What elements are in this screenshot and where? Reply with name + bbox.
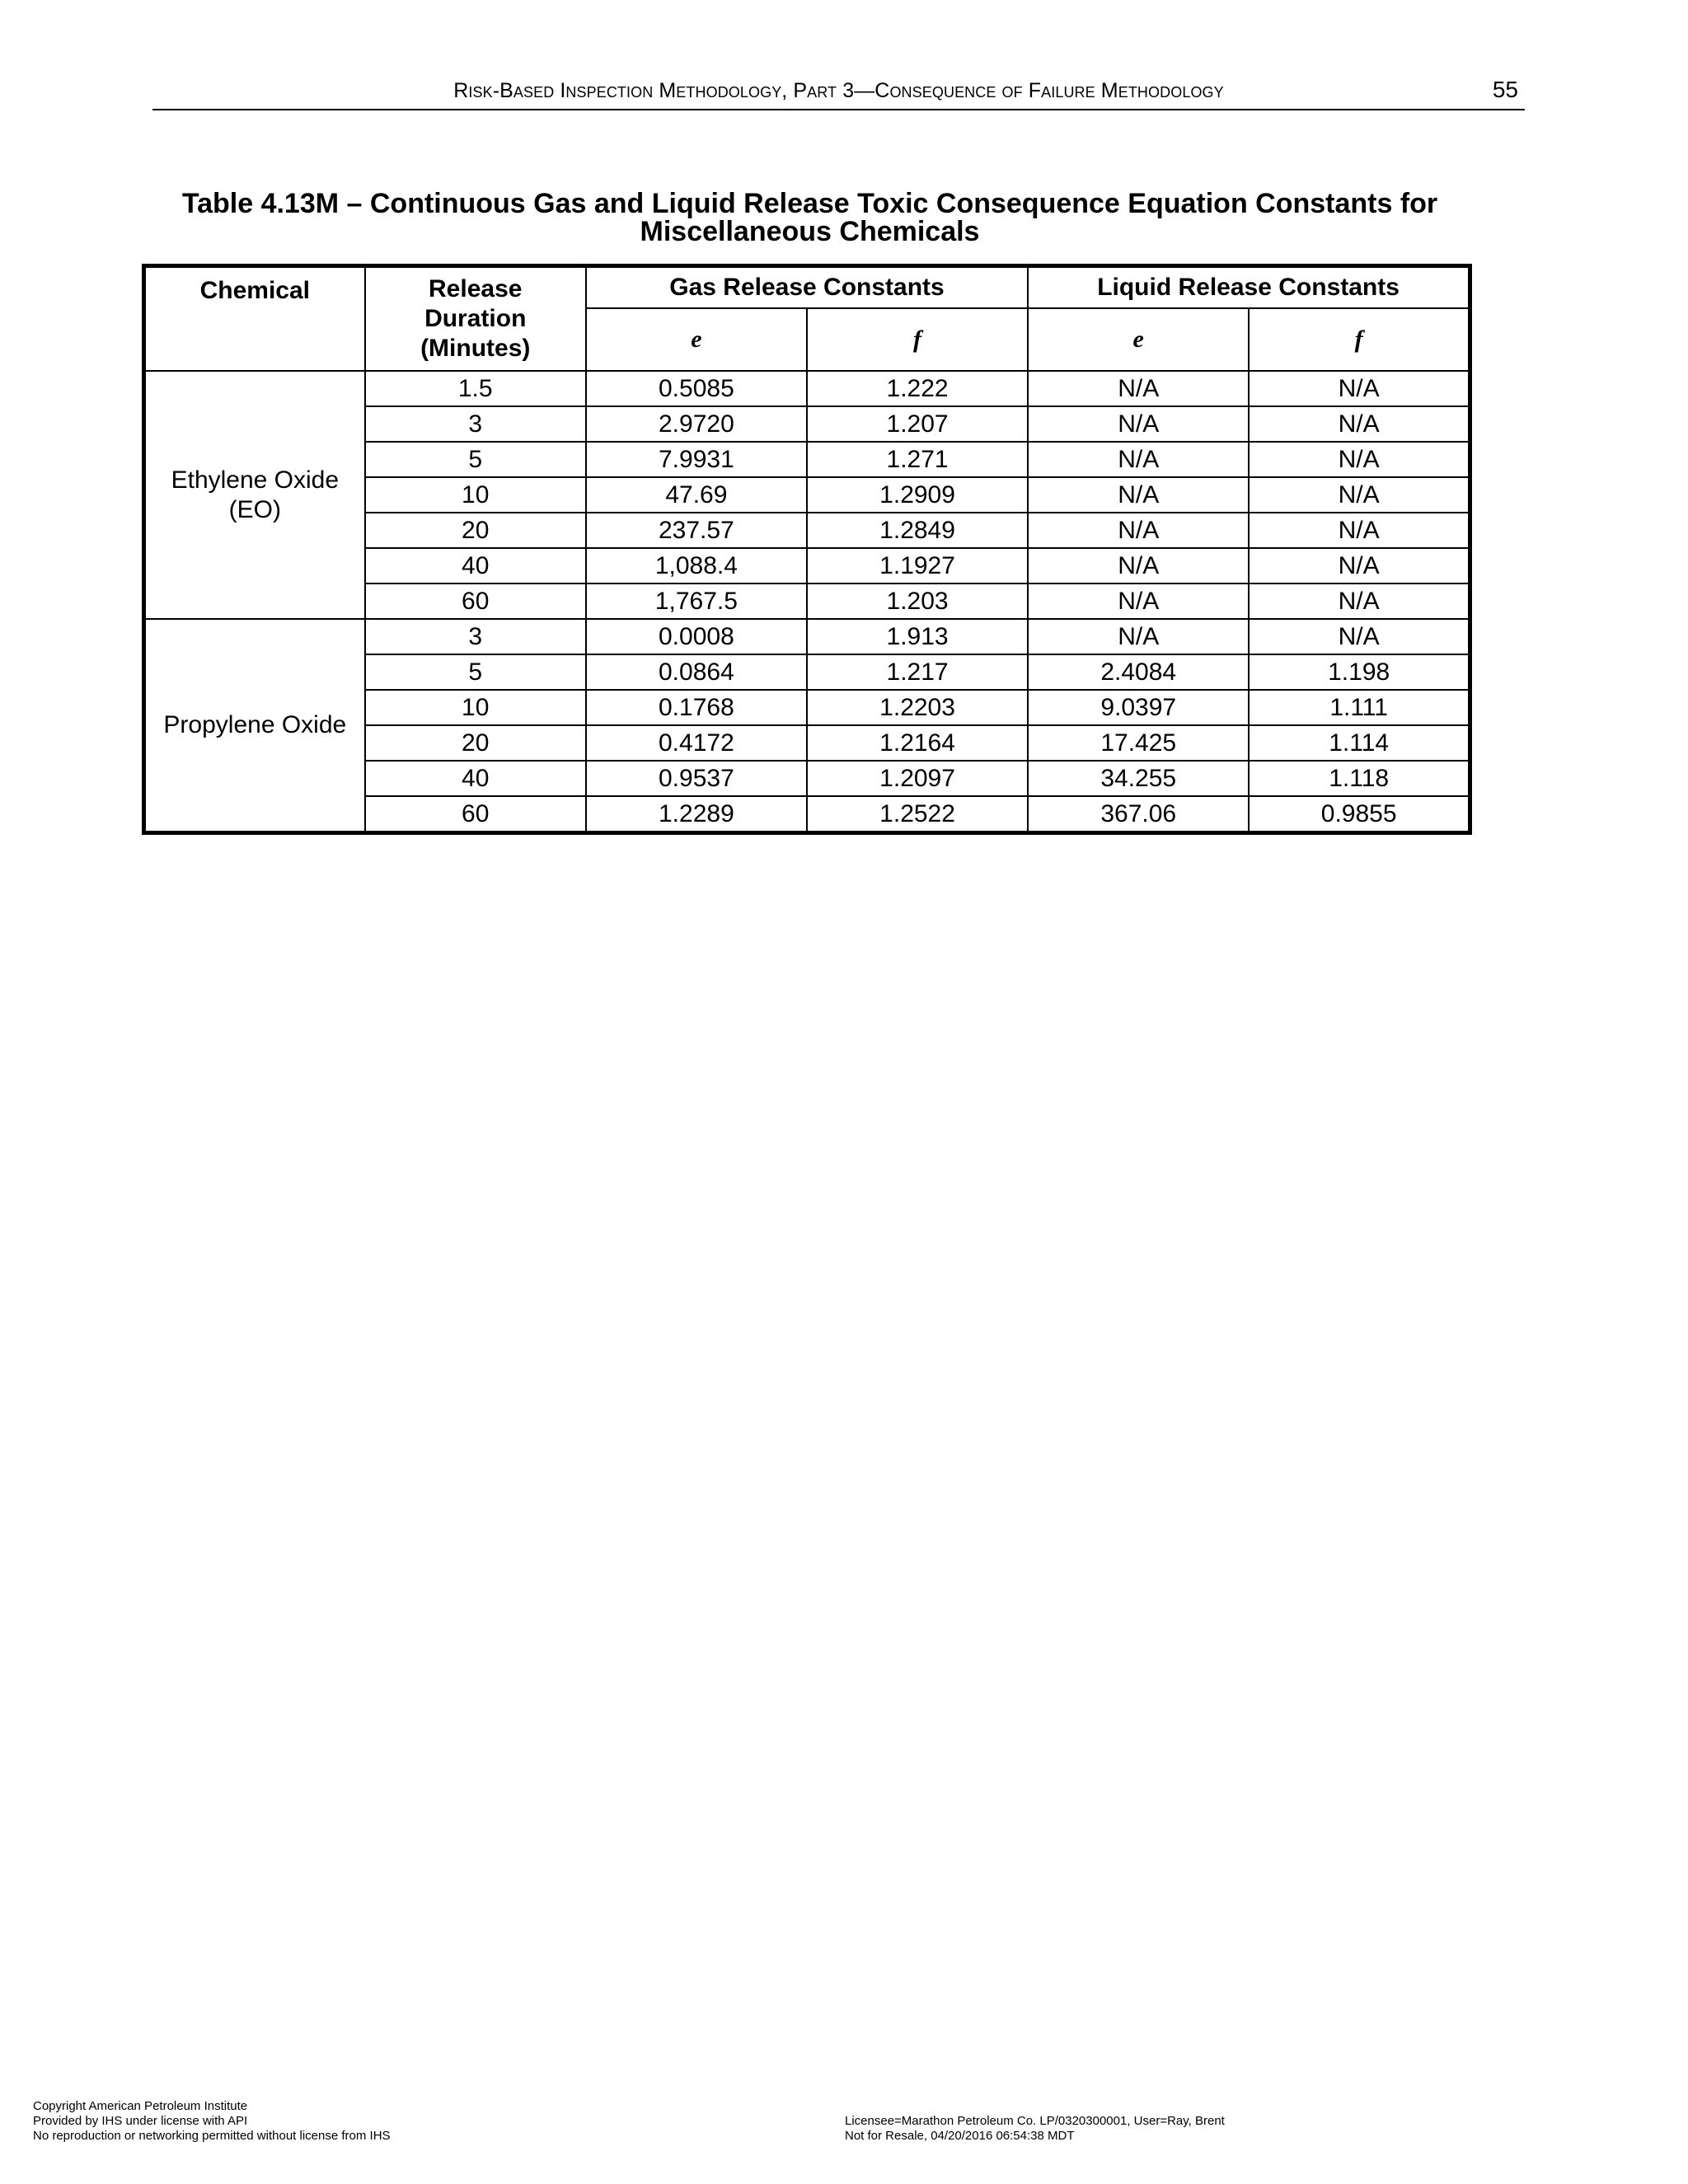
gas-e-cell: 1,088.4 (586, 548, 807, 583)
header-gas-e: e (586, 308, 807, 371)
liquid-f-cell: N/A (1249, 371, 1470, 406)
gas-f-cell: 1.207 (807, 406, 1028, 442)
gas-e-cell: 1.2289 (586, 796, 807, 833)
gas-f-cell: 1.203 (807, 583, 1028, 619)
gas-f-cell: 1.2097 (807, 761, 1028, 796)
duration-cell: 10 (365, 477, 586, 513)
gas-f-cell: 1.1927 (807, 548, 1028, 583)
liquid-e-cell: N/A (1028, 406, 1249, 442)
duration-cell: 10 (365, 690, 586, 725)
gas-f-cell: 1.2203 (807, 690, 1028, 725)
gas-e-cell: 47.69 (586, 477, 807, 513)
duration-cell: 40 (365, 761, 586, 796)
running-header-title: Risk-Based Inspection Methodology, Part 3—Consequence of Failure Methodology (453, 79, 1224, 102)
liquid-e-cell: N/A (1028, 371, 1249, 406)
gas-f-cell: 1.222 (807, 371, 1028, 406)
footer-copyright-line: Provided by IHS under license with API (33, 2114, 248, 2128)
duration-cell: 5 (365, 654, 586, 690)
gas-e-cell: 0.5085 (586, 371, 807, 406)
liquid-f-cell: 1.114 (1249, 725, 1470, 761)
duration-cell: 60 (365, 583, 586, 619)
duration-cell: 5 (365, 442, 586, 477)
liquid-e-cell: N/A (1028, 548, 1249, 583)
footer-licensee-line: Not for Resale, 04/20/2016 06:54:38 MDT (845, 2129, 1075, 2143)
gas-f-cell: 1.217 (807, 654, 1028, 690)
liquid-e-cell: 9.0397 (1028, 690, 1249, 725)
page-number: 55 (1492, 77, 1518, 102)
liquid-f-cell: N/A (1249, 477, 1470, 513)
footer-licensee (845, 2114, 1225, 2144)
duration-cell: 20 (365, 725, 586, 761)
table-caption-line-2: Miscellaneous Chemicals (640, 216, 980, 247)
duration-cell: 60 (365, 796, 586, 833)
liquid-e-cell: 2.4084 (1028, 654, 1249, 690)
header-liquid-f: f (1249, 308, 1470, 371)
table-row (144, 619, 1470, 654)
header-gas-f: f (807, 308, 1028, 371)
liquid-e-cell: N/A (1028, 583, 1249, 619)
gas-e-cell: 0.0008 (586, 619, 807, 654)
footer-copyright (33, 2099, 391, 2144)
gas-f-cell: 1.271 (807, 442, 1028, 477)
toxic-consequence-constants-table (142, 264, 1472, 835)
header-liquid-e: e (1028, 308, 1249, 371)
gas-e-cell: 7.9931 (586, 442, 807, 477)
liquid-f-cell: N/A (1249, 583, 1470, 619)
table-caption (140, 190, 1479, 246)
duration-cell: 1.5 (365, 371, 586, 406)
gas-f-cell: 1.2909 (807, 477, 1028, 513)
gas-e-cell: 2.9720 (586, 406, 807, 442)
liquid-f-cell: N/A (1249, 548, 1470, 583)
liquid-e-cell: 367.06 (1028, 796, 1249, 833)
footer-copyright-line: Copyright American Petroleum Institute (33, 2099, 248, 2113)
duration-cell: 3 (365, 619, 586, 654)
liquid-f-cell: 0.9855 (1249, 796, 1470, 833)
table-row (144, 371, 1470, 406)
liquid-e-cell: N/A (1028, 477, 1249, 513)
chemical-cell: Ethylene Oxide (EO) (144, 371, 365, 619)
gas-e-cell: 0.0864 (586, 654, 807, 690)
liquid-e-cell: N/A (1028, 619, 1249, 654)
liquid-f-cell: 1.118 (1249, 761, 1470, 796)
gas-f-cell: 1.913 (807, 619, 1028, 654)
gas-e-cell: 0.1768 (586, 690, 807, 725)
chemical-cell: Propylene Oxide (144, 619, 365, 833)
running-header (152, 73, 1525, 110)
header-liquid-release-constants: Liquid Release Constants (1028, 266, 1470, 309)
gas-f-cell: 1.2164 (807, 725, 1028, 761)
gas-f-cell: 1.2849 (807, 513, 1028, 548)
liquid-f-cell: N/A (1249, 619, 1470, 654)
duration-cell: 20 (365, 513, 586, 548)
liquid-f-cell: 1.198 (1249, 654, 1470, 690)
liquid-e-cell: N/A (1028, 513, 1249, 548)
liquid-f-cell: N/A (1249, 442, 1470, 477)
header-chemical: Chemical (144, 266, 365, 372)
gas-f-cell: 1.2522 (807, 796, 1028, 833)
liquid-f-cell: 1.111 (1249, 690, 1470, 725)
gas-e-cell: 0.4172 (586, 725, 807, 761)
duration-cell: 40 (365, 548, 586, 583)
liquid-e-cell: 17.425 (1028, 725, 1249, 761)
gas-e-cell: 0.9537 (586, 761, 807, 796)
gas-e-cell: 237.57 (586, 513, 807, 548)
liquid-f-cell: N/A (1249, 513, 1470, 548)
liquid-e-cell: 34.255 (1028, 761, 1249, 796)
liquid-f-cell: N/A (1249, 406, 1470, 442)
header-row-top (144, 266, 1470, 309)
header-release-duration: Release Duration (Minutes) (365, 266, 586, 372)
gas-e-cell: 1,767.5 (586, 583, 807, 619)
footer-copyright-line: No reproduction or networking permitted without license from IHS (33, 2129, 391, 2143)
table-caption-line-1: Table 4.13M – Continuous Gas and Liquid Release Toxic Consequence Equation Constants for (181, 188, 1438, 219)
footer-licensee-line: Licensee=Marathon Petroleum Co. LP/0320300001, User=Ray, Brent (845, 2114, 1225, 2128)
duration-cell: 3 (365, 406, 586, 442)
liquid-e-cell: N/A (1028, 442, 1249, 477)
header-gas-release-constants: Gas Release Constants (586, 266, 1028, 309)
